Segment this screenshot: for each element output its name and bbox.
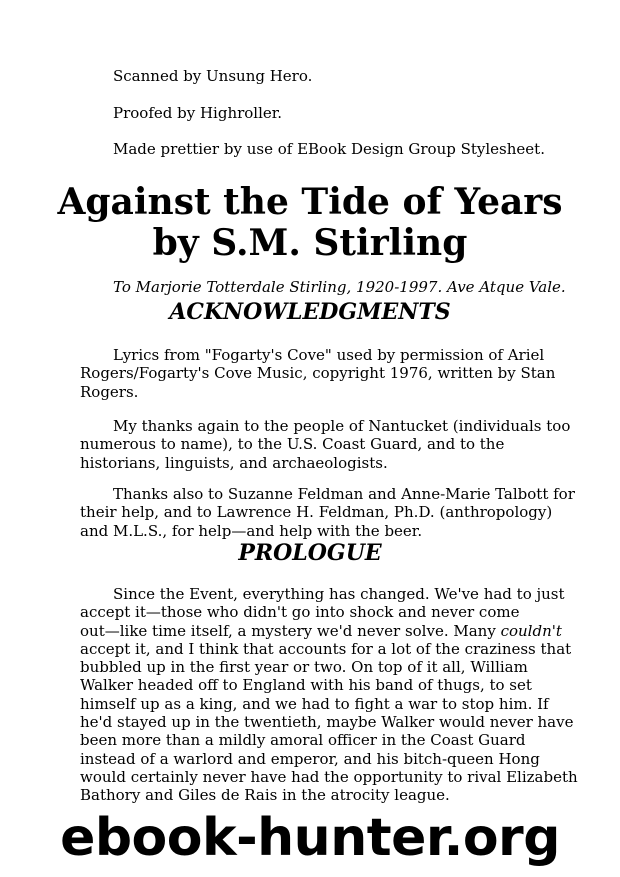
emphasis-text: couldn't <box>500 621 562 640</box>
paragraph-line: Walker headed off to England with his band of thugs, to set <box>80 676 532 695</box>
paragraph-line: himself up as a king, and we had to fight a war to stop him. If <box>80 694 549 713</box>
paragraph-line: Thanks also to Suzanne Feldman and Anne-Marie Talbott for <box>113 485 575 503</box>
paragraph-line: accept it—those who didn't go into shock and never come <box>80 603 520 622</box>
paragraph-line: Since the Event, everything has changed. We've had to just <box>113 585 565 603</box>
proofed-credit: Proofed by Highroller. <box>113 104 283 122</box>
stylesheet-credit: Made prettier by use of EBook Design Group Stylesheet. <box>113 140 545 158</box>
line-text: out—like time itself, a mystery we'd never solve. Many <box>80 621 501 640</box>
acknowledgments-heading: ACKNOWLEDGMENTS <box>169 299 451 325</box>
paragraph-line: numerous to name), to the U.S. Coast Guard, and to the <box>80 435 505 454</box>
acknowledgment-paragraph <box>80 417 571 472</box>
paragraph-line: he'd stayed up in the twentieth, maybe Walker would never have <box>80 713 574 732</box>
watermark-text: ebook-hunter.org <box>60 808 560 868</box>
paragraph-line: instead of a warlord and emperor, and his bitch-queen Hong <box>80 749 540 768</box>
paragraph-line: Rogers/Fogarty's Cove Music, copyright 1976, written by Stan <box>80 364 556 383</box>
paragraph-line: bubbled up in the first year or two. On top of it all, William <box>80 658 528 677</box>
paragraph-line: historians, linguists, and archaeologists. <box>80 453 388 472</box>
author-line: by S.M. Stirling <box>152 222 468 264</box>
scanned-credit: Scanned by Unsung Hero. <box>113 67 313 85</box>
paragraph-line: My thanks again to the people of Nantucket (individuals too <box>113 417 571 435</box>
paragraph-line: Lyrics from "Fogarty's Cove" used by permission of Ariel <box>113 346 545 364</box>
paragraph-line: Rogers. <box>80 382 139 401</box>
paragraph-line: accept it, and I think that accounts for a lot of the craziness that <box>80 639 572 658</box>
paragraph-line: their help, and to Lawrence H. Feldman, Ph.D. (anthropology) <box>80 503 553 522</box>
acknowledgment-paragraph <box>80 485 575 540</box>
prologue-paragraph <box>80 585 578 805</box>
paragraph-line: and M.L.S., for help—and help with the beer. <box>80 521 423 540</box>
paragraph-line: Bathory and Giles de Rais in the atrocity league. <box>80 786 450 805</box>
prologue-heading: PROLOGUE <box>238 540 382 566</box>
paragraph-line: would certainly never have had the opportunity to rival Elizabeth <box>80 767 578 786</box>
paragraph-line: been more than a mildly amoral officer in the Coast Guard <box>80 731 526 750</box>
paragraph-line <box>80 621 562 640</box>
dedication: To Marjorie Totterdale Stirling, 1920-1997. Ave Atque Vale. <box>113 278 566 296</box>
title-line: Against the Tide of Years <box>57 181 563 223</box>
book-title <box>0 182 620 264</box>
acknowledgment-paragraph <box>80 346 556 401</box>
